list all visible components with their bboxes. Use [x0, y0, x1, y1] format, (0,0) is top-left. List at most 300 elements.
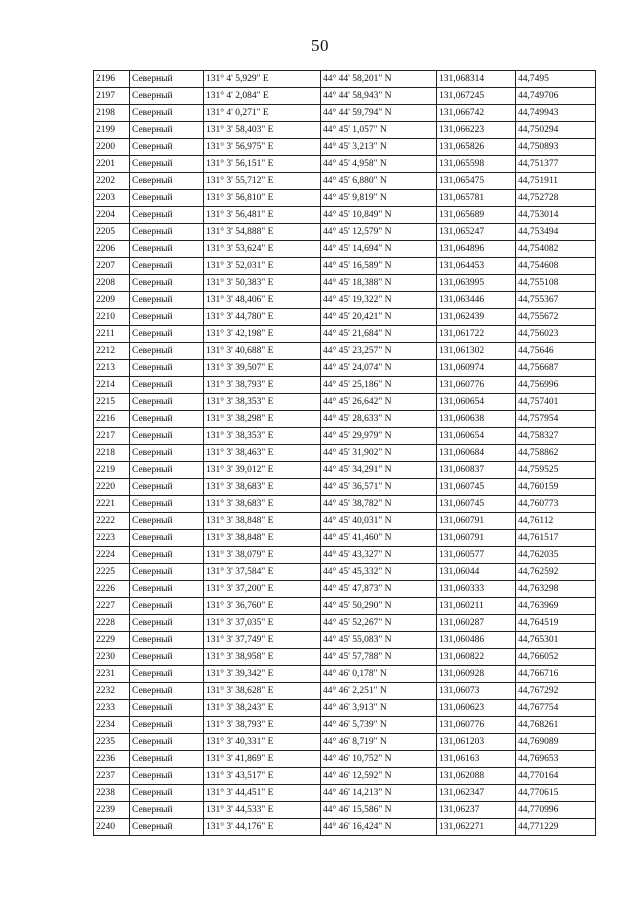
- longitude-dms-cell: 131° 3' 38,079" E: [204, 547, 321, 564]
- table-row: [94, 326, 596, 343]
- latitude-dms-cell: 44° 45' 45,332" N: [321, 564, 437, 581]
- table-row: [94, 139, 596, 156]
- latitude-decimal-cell: 44,770996: [516, 802, 596, 819]
- longitude-dms-cell: 131° 4' 5,929" E: [204, 71, 321, 88]
- longitude-dms-cell: 131° 3' 39,342" E: [204, 666, 321, 683]
- longitude-dms-cell: 131° 3' 38,848" E: [204, 530, 321, 547]
- longitude-dms-cell: 131° 3' 56,810" E: [204, 190, 321, 207]
- longitude-dms-cell: 131° 3' 43,517" E: [204, 768, 321, 785]
- longitude-dms-cell: 131° 3' 37,584" E: [204, 564, 321, 581]
- table-row: [94, 666, 596, 683]
- point-number-cell: 2228: [94, 615, 130, 632]
- table-row: [94, 547, 596, 564]
- table-row: [94, 88, 596, 105]
- point-number-cell: 2222: [94, 513, 130, 530]
- point-number-cell: 2204: [94, 207, 130, 224]
- latitude-dms-cell: 44° 46' 15,586" N: [321, 802, 437, 819]
- point-number-cell: 2239: [94, 802, 130, 819]
- object-name-cell: Северный: [130, 717, 204, 734]
- latitude-dms-cell: 44° 45' 1,057" N: [321, 122, 437, 139]
- table-row: [94, 530, 596, 547]
- table-row: [94, 241, 596, 258]
- coordinates-table: [93, 70, 596, 836]
- latitude-dms-cell: 44° 46' 10,752" N: [321, 751, 437, 768]
- longitude-dms-cell: 131° 3' 38,793" E: [204, 717, 321, 734]
- longitude-decimal-cell: 131,063995: [437, 275, 516, 292]
- longitude-dms-cell: 131° 3' 50,383" E: [204, 275, 321, 292]
- table-row: [94, 802, 596, 819]
- coordinates-table-body: [94, 71, 596, 836]
- point-number-cell: 2215: [94, 394, 130, 411]
- longitude-decimal-cell: 131,060745: [437, 496, 516, 513]
- latitude-decimal-cell: 44,757401: [516, 394, 596, 411]
- longitude-dms-cell: 131° 3' 56,151" E: [204, 156, 321, 173]
- latitude-decimal-cell: 44,770615: [516, 785, 596, 802]
- latitude-decimal-cell: 44,762592: [516, 564, 596, 581]
- point-number-cell: 2219: [94, 462, 130, 479]
- latitude-decimal-cell: 44,753494: [516, 224, 596, 241]
- latitude-decimal-cell: 44,754082: [516, 241, 596, 258]
- latitude-decimal-cell: 44,75646: [516, 343, 596, 360]
- point-number-cell: 2213: [94, 360, 130, 377]
- point-number-cell: 2205: [94, 224, 130, 241]
- latitude-dms-cell: 44° 45' 29,979" N: [321, 428, 437, 445]
- table-row: [94, 275, 596, 292]
- latitude-decimal-cell: 44,768261: [516, 717, 596, 734]
- latitude-dms-cell: 44° 45' 25,186" N: [321, 377, 437, 394]
- latitude-dms-cell: 44° 45' 43,327" N: [321, 547, 437, 564]
- latitude-decimal-cell: 44,755108: [516, 275, 596, 292]
- table-row: [94, 598, 596, 615]
- longitude-decimal-cell: 131,060638: [437, 411, 516, 428]
- latitude-dms-cell: 44° 45' 23,257" N: [321, 343, 437, 360]
- object-name-cell: Северный: [130, 462, 204, 479]
- point-number-cell: 2206: [94, 241, 130, 258]
- latitude-dms-cell: 44° 45' 40,031" N: [321, 513, 437, 530]
- latitude-dms-cell: 44° 46' 12,592" N: [321, 768, 437, 785]
- longitude-dms-cell: 131° 3' 48,406" E: [204, 292, 321, 309]
- latitude-dms-cell: 44° 45' 16,589" N: [321, 258, 437, 275]
- latitude-dms-cell: 44° 46' 14,213" N: [321, 785, 437, 802]
- longitude-decimal-cell: 131,06073: [437, 683, 516, 700]
- latitude-decimal-cell: 44,767754: [516, 700, 596, 717]
- longitude-decimal-cell: 131,06237: [437, 802, 516, 819]
- longitude-dms-cell: 131° 3' 38,683" E: [204, 479, 321, 496]
- longitude-decimal-cell: 131,060776: [437, 377, 516, 394]
- latitude-dms-cell: 44° 45' 14,694" N: [321, 241, 437, 258]
- latitude-dms-cell: 44° 45' 3,213" N: [321, 139, 437, 156]
- latitude-dms-cell: 44° 46' 2,251" N: [321, 683, 437, 700]
- latitude-dms-cell: 44° 45' 9,819" N: [321, 190, 437, 207]
- table-row: [94, 224, 596, 241]
- object-name-cell: Северный: [130, 156, 204, 173]
- latitude-decimal-cell: 44,760159: [516, 479, 596, 496]
- latitude-dms-cell: 44° 46' 8,719" N: [321, 734, 437, 751]
- longitude-decimal-cell: 131,065247: [437, 224, 516, 241]
- point-number-cell: 2199: [94, 122, 130, 139]
- latitude-dms-cell: 44° 45' 4,958" N: [321, 156, 437, 173]
- latitude-dms-cell: 44° 45' 34,291" N: [321, 462, 437, 479]
- longitude-decimal-cell: 131,061302: [437, 343, 516, 360]
- latitude-dms-cell: 44° 46' 3,913" N: [321, 700, 437, 717]
- longitude-decimal-cell: 131,060577: [437, 547, 516, 564]
- table-row: [94, 173, 596, 190]
- longitude-decimal-cell: 131,062271: [437, 819, 516, 836]
- longitude-decimal-cell: 131,064896: [437, 241, 516, 258]
- latitude-decimal-cell: 44,766716: [516, 666, 596, 683]
- longitude-decimal-cell: 131,060974: [437, 360, 516, 377]
- object-name-cell: Северный: [130, 666, 204, 683]
- longitude-decimal-cell: 131,06163: [437, 751, 516, 768]
- table-row: [94, 190, 596, 207]
- latitude-decimal-cell: 44,7495: [516, 71, 596, 88]
- point-number-cell: 2217: [94, 428, 130, 445]
- point-number-cell: 2198: [94, 105, 130, 122]
- latitude-dms-cell: 44° 46' 0,178" N: [321, 666, 437, 683]
- longitude-dms-cell: 131° 3' 40,688" E: [204, 343, 321, 360]
- table-row: [94, 462, 596, 479]
- latitude-dms-cell: 44° 45' 55,083" N: [321, 632, 437, 649]
- latitude-decimal-cell: 44,765301: [516, 632, 596, 649]
- longitude-dms-cell: 131° 3' 38,958" E: [204, 649, 321, 666]
- object-name-cell: Северный: [130, 122, 204, 139]
- longitude-dms-cell: 131° 3' 38,298" E: [204, 411, 321, 428]
- longitude-dms-cell: 131° 3' 40,331" E: [204, 734, 321, 751]
- longitude-decimal-cell: 131,060486: [437, 632, 516, 649]
- object-name-cell: Северный: [130, 309, 204, 326]
- latitude-dms-cell: 44° 45' 52,267" N: [321, 615, 437, 632]
- latitude-decimal-cell: 44,750893: [516, 139, 596, 156]
- object-name-cell: Северный: [130, 581, 204, 598]
- point-number-cell: 2212: [94, 343, 130, 360]
- latitude-dms-cell: 44° 46' 5,739" N: [321, 717, 437, 734]
- longitude-decimal-cell: 131,066742: [437, 105, 516, 122]
- latitude-dms-cell: 44° 45' 26,642" N: [321, 394, 437, 411]
- latitude-decimal-cell: 44,762035: [516, 547, 596, 564]
- longitude-dms-cell: 131° 3' 53,624" E: [204, 241, 321, 258]
- longitude-dms-cell: 131° 3' 44,780" E: [204, 309, 321, 326]
- longitude-decimal-cell: 131,065781: [437, 190, 516, 207]
- longitude-decimal-cell: 131,060623: [437, 700, 516, 717]
- point-number-cell: 2225: [94, 564, 130, 581]
- latitude-decimal-cell: 44,751911: [516, 173, 596, 190]
- longitude-dms-cell: 131° 3' 38,848" E: [204, 513, 321, 530]
- latitude-dms-cell: 44° 45' 10,849" N: [321, 207, 437, 224]
- table-row: [94, 632, 596, 649]
- longitude-decimal-cell: 131,065689: [437, 207, 516, 224]
- point-number-cell: 2196: [94, 71, 130, 88]
- longitude-dms-cell: 131° 3' 38,463" E: [204, 445, 321, 462]
- object-name-cell: Северный: [130, 751, 204, 768]
- latitude-decimal-cell: 44,770164: [516, 768, 596, 785]
- object-name-cell: Северный: [130, 71, 204, 88]
- object-name-cell: Северный: [130, 224, 204, 241]
- latitude-decimal-cell: 44,763969: [516, 598, 596, 615]
- longitude-decimal-cell: 131,060654: [437, 428, 516, 445]
- table-row: [94, 615, 596, 632]
- latitude-decimal-cell: 44,763298: [516, 581, 596, 598]
- longitude-decimal-cell: 131,060745: [437, 479, 516, 496]
- longitude-dms-cell: 131° 3' 44,533" E: [204, 802, 321, 819]
- table-row: [94, 734, 596, 751]
- longitude-decimal-cell: 131,060791: [437, 530, 516, 547]
- latitude-dms-cell: 44° 45' 19,322" N: [321, 292, 437, 309]
- object-name-cell: Северный: [130, 139, 204, 156]
- latitude-dms-cell: 44° 45' 36,571" N: [321, 479, 437, 496]
- point-number-cell: 2240: [94, 819, 130, 836]
- latitude-dms-cell: 44° 45' 28,633" N: [321, 411, 437, 428]
- object-name-cell: Северный: [130, 615, 204, 632]
- latitude-decimal-cell: 44,758327: [516, 428, 596, 445]
- point-number-cell: 2224: [94, 547, 130, 564]
- table-row: [94, 411, 596, 428]
- latitude-decimal-cell: 44,76112: [516, 513, 596, 530]
- longitude-decimal-cell: 131,068314: [437, 71, 516, 88]
- latitude-dms-cell: 44° 45' 20,421" N: [321, 309, 437, 326]
- latitude-decimal-cell: 44,766052: [516, 649, 596, 666]
- point-number-cell: 2197: [94, 88, 130, 105]
- table-row: [94, 377, 596, 394]
- point-number-cell: 2210: [94, 309, 130, 326]
- object-name-cell: Северный: [130, 292, 204, 309]
- longitude-dms-cell: 131° 3' 55,712" E: [204, 173, 321, 190]
- table-row: [94, 649, 596, 666]
- longitude-dms-cell: 131° 3' 38,793" E: [204, 377, 321, 394]
- latitude-decimal-cell: 44,769089: [516, 734, 596, 751]
- table-row: [94, 819, 596, 836]
- latitude-decimal-cell: 44,752728: [516, 190, 596, 207]
- object-name-cell: Северный: [130, 258, 204, 275]
- longitude-decimal-cell: 131,065598: [437, 156, 516, 173]
- table-row: [94, 258, 596, 275]
- longitude-dms-cell: 131° 3' 52,031" E: [204, 258, 321, 275]
- longitude-dms-cell: 131° 3' 56,481" E: [204, 207, 321, 224]
- object-name-cell: Северный: [130, 190, 204, 207]
- object-name-cell: Северный: [130, 734, 204, 751]
- longitude-decimal-cell: 131,060928: [437, 666, 516, 683]
- table-row: [94, 156, 596, 173]
- point-number-cell: 2236: [94, 751, 130, 768]
- latitude-dms-cell: 44° 45' 6,880" N: [321, 173, 437, 190]
- latitude-dms-cell: 44° 44' 58,943" N: [321, 88, 437, 105]
- object-name-cell: Северный: [130, 496, 204, 513]
- latitude-decimal-cell: 44,757954: [516, 411, 596, 428]
- latitude-decimal-cell: 44,767292: [516, 683, 596, 700]
- object-name-cell: Северный: [130, 241, 204, 258]
- longitude-decimal-cell: 131,062347: [437, 785, 516, 802]
- latitude-dms-cell: 44° 45' 24,074" N: [321, 360, 437, 377]
- longitude-decimal-cell: 131,060333: [437, 581, 516, 598]
- point-number-cell: 2202: [94, 173, 130, 190]
- point-number-cell: 2232: [94, 683, 130, 700]
- point-number-cell: 2233: [94, 700, 130, 717]
- longitude-dms-cell: 131° 3' 39,012" E: [204, 462, 321, 479]
- longitude-dms-cell: 131° 3' 38,353" E: [204, 428, 321, 445]
- point-number-cell: 2220: [94, 479, 130, 496]
- longitude-dms-cell: 131° 3' 38,353" E: [204, 394, 321, 411]
- object-name-cell: Северный: [130, 377, 204, 394]
- point-number-cell: 2203: [94, 190, 130, 207]
- latitude-decimal-cell: 44,755672: [516, 309, 596, 326]
- latitude-decimal-cell: 44,749706: [516, 88, 596, 105]
- longitude-dms-cell: 131° 3' 38,683" E: [204, 496, 321, 513]
- latitude-dms-cell: 44° 45' 50,290" N: [321, 598, 437, 615]
- point-number-cell: 2230: [94, 649, 130, 666]
- longitude-decimal-cell: 131,062088: [437, 768, 516, 785]
- latitude-dms-cell: 44° 44' 58,201" N: [321, 71, 437, 88]
- longitude-dms-cell: 131° 3' 56,975" E: [204, 139, 321, 156]
- point-number-cell: 2231: [94, 666, 130, 683]
- object-name-cell: Северный: [130, 394, 204, 411]
- point-number-cell: 2209: [94, 292, 130, 309]
- object-name-cell: Северный: [130, 513, 204, 530]
- longitude-dms-cell: 131° 3' 41,869" E: [204, 751, 321, 768]
- object-name-cell: Северный: [130, 768, 204, 785]
- table-row: [94, 479, 596, 496]
- latitude-decimal-cell: 44,764519: [516, 615, 596, 632]
- latitude-decimal-cell: 44,750294: [516, 122, 596, 139]
- page-number: 50: [311, 36, 329, 55]
- latitude-decimal-cell: 44,756023: [516, 326, 596, 343]
- object-name-cell: Северный: [130, 326, 204, 343]
- latitude-dms-cell: 44° 45' 38,782" N: [321, 496, 437, 513]
- latitude-dms-cell: 44° 45' 21,684" N: [321, 326, 437, 343]
- point-number-cell: 2221: [94, 496, 130, 513]
- object-name-cell: Северный: [130, 360, 204, 377]
- point-number-cell: 2201: [94, 156, 130, 173]
- table-row: [94, 683, 596, 700]
- latitude-dms-cell: 44° 44' 59,794" N: [321, 105, 437, 122]
- point-number-cell: 2200: [94, 139, 130, 156]
- longitude-dms-cell: 131° 3' 38,628" E: [204, 683, 321, 700]
- point-number-cell: 2229: [94, 632, 130, 649]
- longitude-dms-cell: 131° 3' 39,507" E: [204, 360, 321, 377]
- object-name-cell: Северный: [130, 479, 204, 496]
- longitude-dms-cell: 131° 3' 37,749" E: [204, 632, 321, 649]
- table-row: [94, 445, 596, 462]
- longitude-decimal-cell: 131,062439: [437, 309, 516, 326]
- latitude-decimal-cell: 44,751377: [516, 156, 596, 173]
- point-number-cell: 2238: [94, 785, 130, 802]
- table-row: [94, 700, 596, 717]
- table-row: [94, 360, 596, 377]
- longitude-dms-cell: 131° 3' 42,198" E: [204, 326, 321, 343]
- latitude-decimal-cell: 44,754608: [516, 258, 596, 275]
- point-number-cell: 2237: [94, 768, 130, 785]
- point-number-cell: 2235: [94, 734, 130, 751]
- object-name-cell: Северный: [130, 411, 204, 428]
- longitude-decimal-cell: 131,065475: [437, 173, 516, 190]
- latitude-decimal-cell: 44,749943: [516, 105, 596, 122]
- longitude-decimal-cell: 131,060791: [437, 513, 516, 530]
- latitude-decimal-cell: 44,771229: [516, 819, 596, 836]
- latitude-decimal-cell: 44,755367: [516, 292, 596, 309]
- latitude-dms-cell: 44° 46' 16,424" N: [321, 819, 437, 836]
- table-row: [94, 207, 596, 224]
- object-name-cell: Северный: [130, 547, 204, 564]
- longitude-dms-cell: 131° 3' 54,888" E: [204, 224, 321, 241]
- latitude-decimal-cell: 44,761517: [516, 530, 596, 547]
- latitude-decimal-cell: 44,758862: [516, 445, 596, 462]
- longitude-dms-cell: 131° 3' 37,035" E: [204, 615, 321, 632]
- table-row: [94, 496, 596, 513]
- latitude-dms-cell: 44° 45' 47,873" N: [321, 581, 437, 598]
- longitude-decimal-cell: 131,067245: [437, 88, 516, 105]
- point-number-cell: 2216: [94, 411, 130, 428]
- table-row: [94, 564, 596, 581]
- longitude-decimal-cell: 131,061722: [437, 326, 516, 343]
- table-row: [94, 785, 596, 802]
- longitude-dms-cell: 131° 3' 44,176" E: [204, 819, 321, 836]
- longitude-decimal-cell: 131,06044: [437, 564, 516, 581]
- latitude-dms-cell: 44° 45' 57,788" N: [321, 649, 437, 666]
- longitude-dms-cell: 131° 3' 36,760" E: [204, 598, 321, 615]
- point-number-cell: 2214: [94, 377, 130, 394]
- longitude-decimal-cell: 131,066223: [437, 122, 516, 139]
- point-number-cell: 2223: [94, 530, 130, 547]
- point-number-cell: 2226: [94, 581, 130, 598]
- latitude-decimal-cell: 44,769653: [516, 751, 596, 768]
- longitude-decimal-cell: 131,060287: [437, 615, 516, 632]
- object-name-cell: Северный: [130, 683, 204, 700]
- object-name-cell: Северный: [130, 649, 204, 666]
- object-name-cell: Северный: [130, 428, 204, 445]
- object-name-cell: Северный: [130, 819, 204, 836]
- longitude-dms-cell: 131° 3' 38,243" E: [204, 700, 321, 717]
- longitude-decimal-cell: 131,060776: [437, 717, 516, 734]
- longitude-dms-cell: 131° 3' 58,403" E: [204, 122, 321, 139]
- point-number-cell: 2227: [94, 598, 130, 615]
- table-row: [94, 105, 596, 122]
- object-name-cell: Северный: [130, 802, 204, 819]
- table-row: [94, 717, 596, 734]
- latitude-decimal-cell: 44,759525: [516, 462, 596, 479]
- latitude-decimal-cell: 44,756996: [516, 377, 596, 394]
- longitude-decimal-cell: 131,061203: [437, 734, 516, 751]
- longitude-dms-cell: 131° 3' 44,451" E: [204, 785, 321, 802]
- longitude-decimal-cell: 131,060654: [437, 394, 516, 411]
- object-name-cell: Северный: [130, 700, 204, 717]
- table-row: [94, 122, 596, 139]
- table-row: [94, 343, 596, 360]
- latitude-dms-cell: 44° 45' 12,579" N: [321, 224, 437, 241]
- longitude-decimal-cell: 131,064453: [437, 258, 516, 275]
- object-name-cell: Северный: [130, 343, 204, 360]
- object-name-cell: Северный: [130, 632, 204, 649]
- table-row: [94, 394, 596, 411]
- object-name-cell: Северный: [130, 530, 204, 547]
- object-name-cell: Северный: [130, 564, 204, 581]
- longitude-decimal-cell: 131,060684: [437, 445, 516, 462]
- table-row: [94, 581, 596, 598]
- longitude-decimal-cell: 131,060211: [437, 598, 516, 615]
- longitude-decimal-cell: 131,060822: [437, 649, 516, 666]
- point-number-cell: 2211: [94, 326, 130, 343]
- point-number-cell: 2207: [94, 258, 130, 275]
- latitude-decimal-cell: 44,760773: [516, 496, 596, 513]
- object-name-cell: Северный: [130, 105, 204, 122]
- longitude-dms-cell: 131° 4' 2,084" E: [204, 88, 321, 105]
- point-number-cell: 2218: [94, 445, 130, 462]
- object-name-cell: Северный: [130, 785, 204, 802]
- object-name-cell: Северный: [130, 88, 204, 105]
- table-row: [94, 768, 596, 785]
- object-name-cell: Северный: [130, 207, 204, 224]
- longitude-decimal-cell: 131,065826: [437, 139, 516, 156]
- longitude-decimal-cell: 131,060837: [437, 462, 516, 479]
- longitude-dms-cell: 131° 4' 0,271" E: [204, 105, 321, 122]
- object-name-cell: Северный: [130, 598, 204, 615]
